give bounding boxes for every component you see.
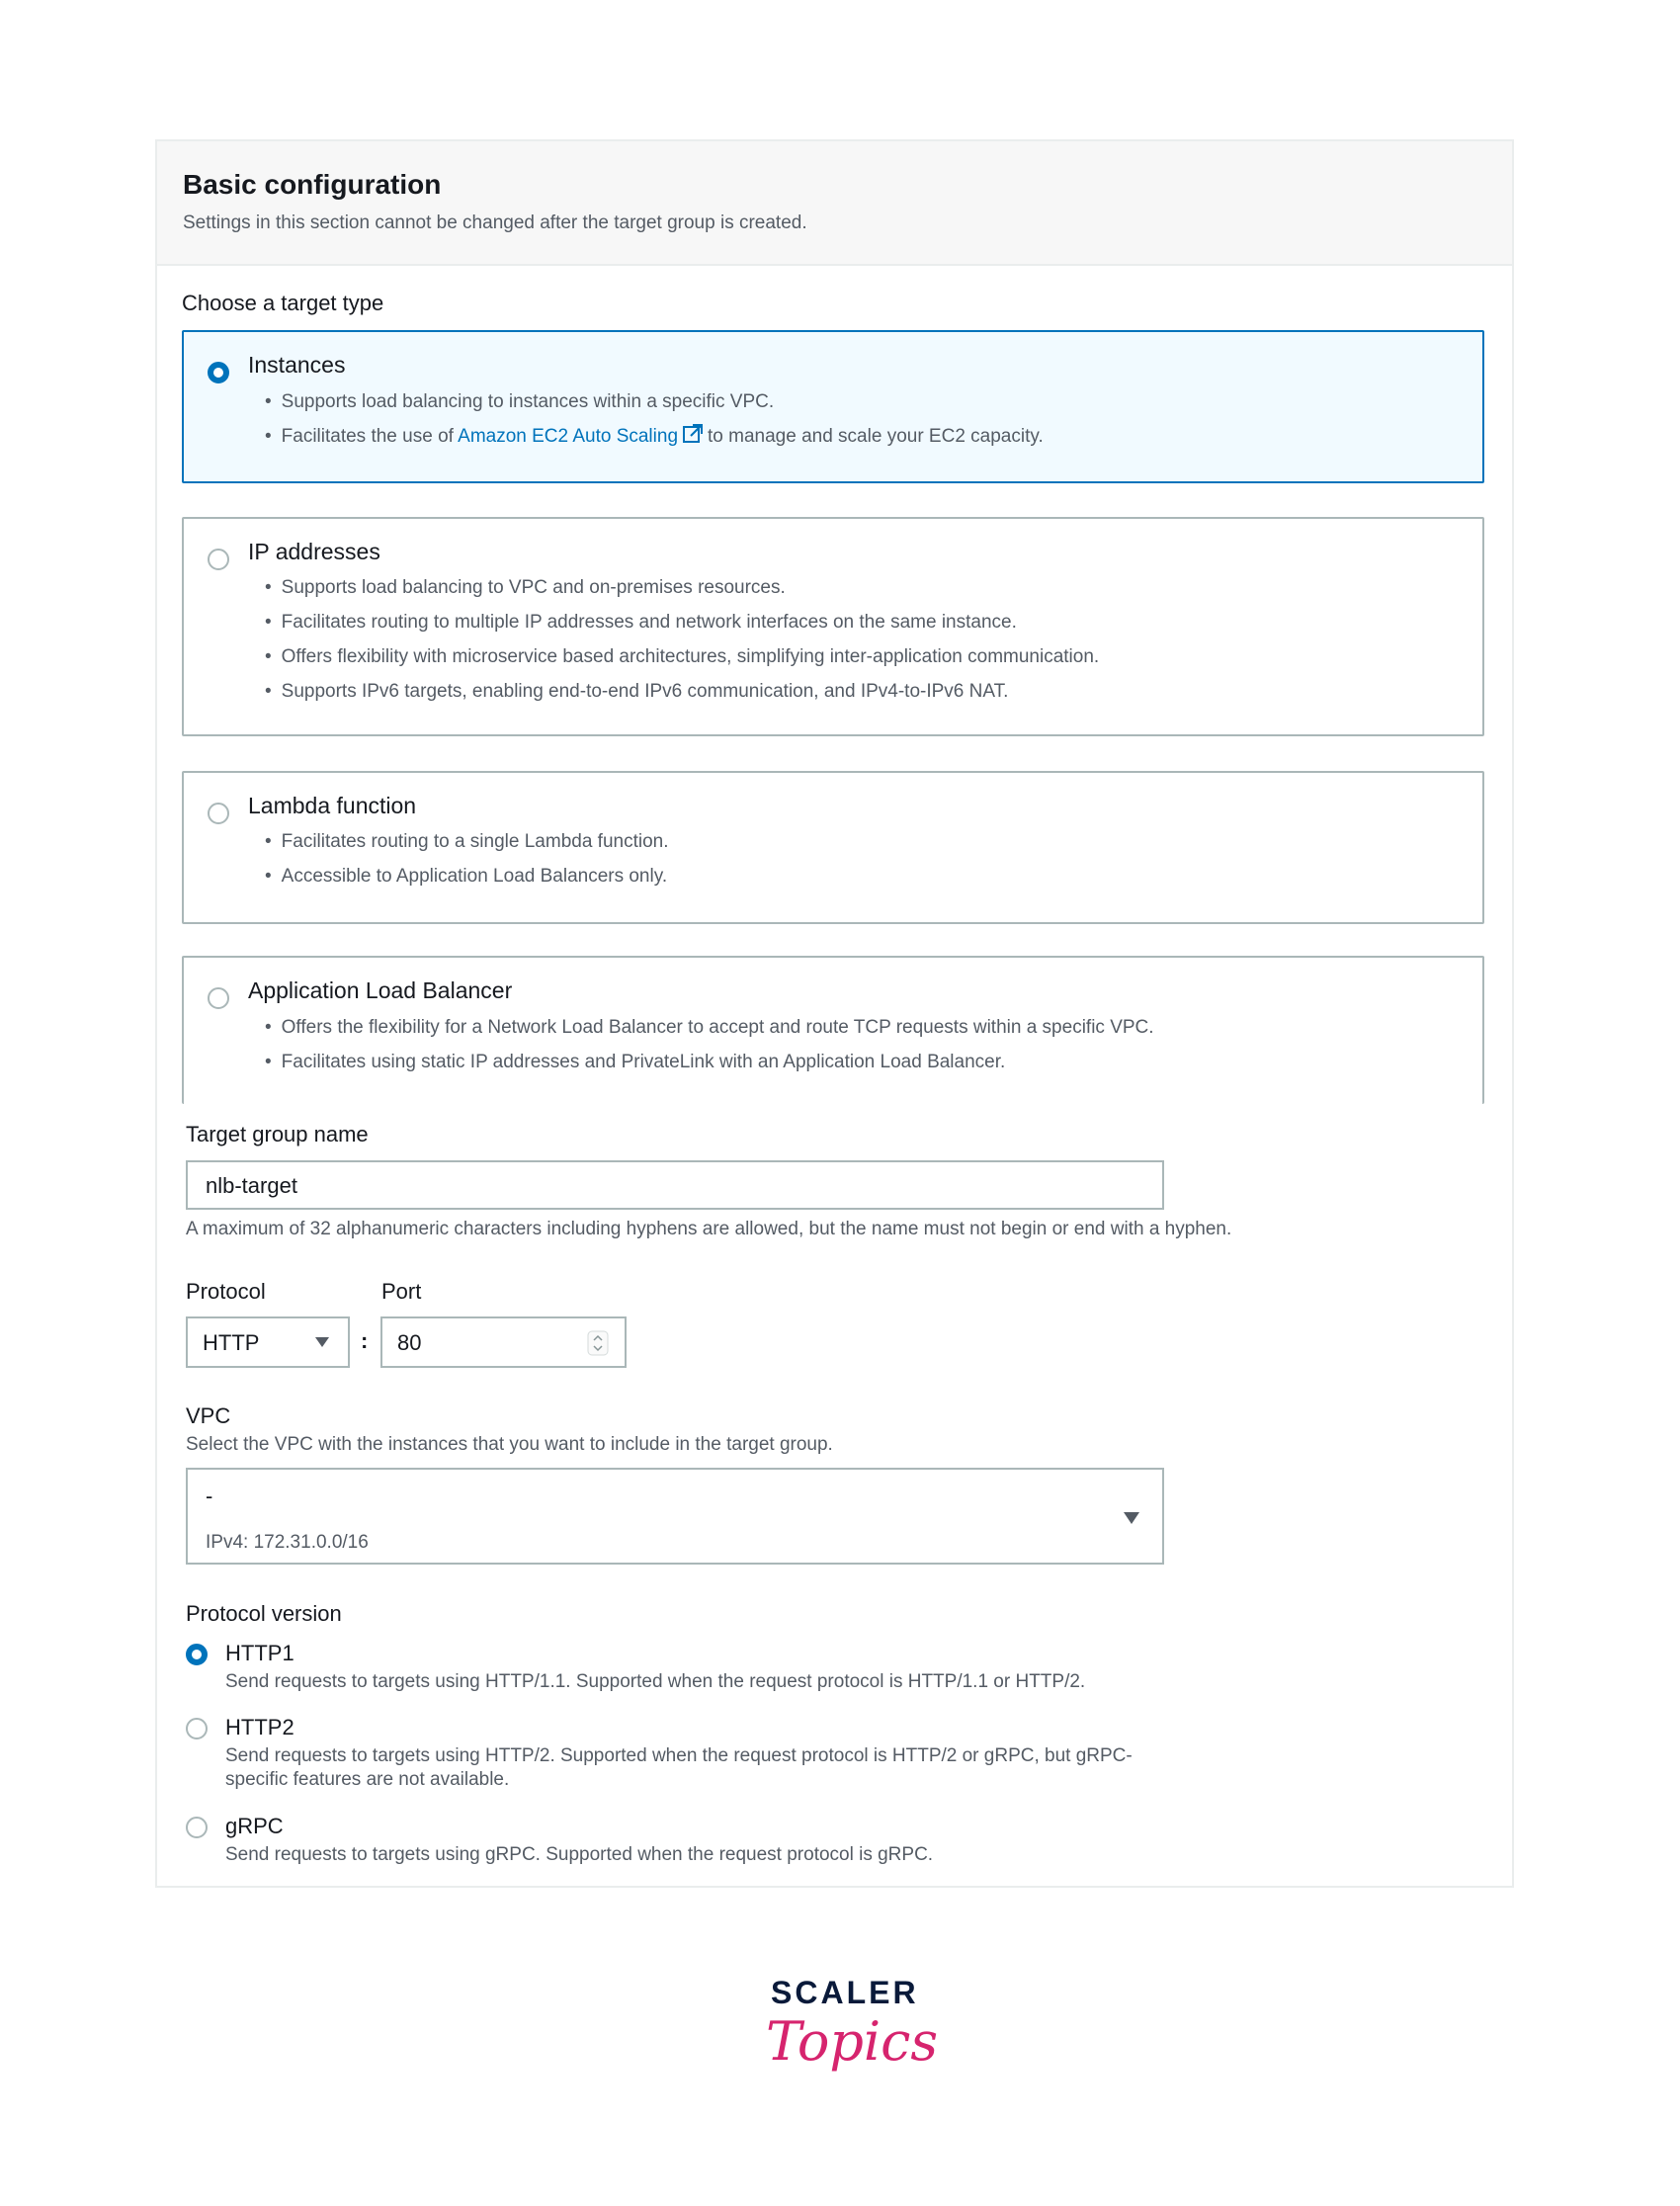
http2-desc: Send requests to targets using HTTP/2. Supported when the request protocol is HTTP/2 or gRPC, but gRPC-specific features are not available. <box>225 1745 1133 1790</box>
port-input[interactable] <box>380 1316 627 1368</box>
ip-addresses-bullet: • Supports load balancing to VPC and on-premises resources. <box>265 570 1099 605</box>
protocol-select[interactable] <box>186 1316 350 1368</box>
port-label: Port <box>381 1279 422 1304</box>
alb-bullet: • Offers the flexibility for a Network Load Balancer to accept and route TCP requests within a specific VPC. <box>265 1010 1154 1045</box>
panel-title: Basic configuration <box>183 169 442 200</box>
http1-desc: Send requests to targets using HTTP/1.1. Supported when the request protocol is HTTP/1.1 or HTTP/2. <box>225 1671 1086 1692</box>
caret-down-icon <box>314 1336 330 1348</box>
grpc-title: gRPC <box>225 1814 284 1838</box>
target-group-name-input[interactable] <box>186 1160 1164 1210</box>
target-type-lambda-tile[interactable] <box>182 771 1484 924</box>
target-group-name-help: A maximum of 32 alphanumeric characters including hyphens are allowed, but the name must not begin or end with a hyphen. <box>186 1219 1232 1239</box>
lambda-title: Lambda function <box>248 793 417 818</box>
stepper-icon[interactable] <box>587 1330 609 1356</box>
vpc-label: VPC <box>186 1403 231 1428</box>
lambda-radio[interactable] <box>208 803 229 824</box>
alb-title: Application Load Balancer <box>248 977 513 1003</box>
vpc-select[interactable] <box>186 1468 1164 1565</box>
ip-addresses-bullet: • Facilitates routing to multiple IP addresses and network interfaces on the same instance. <box>265 605 1099 639</box>
protocol-value: HTTP <box>203 1330 260 1355</box>
http2-radio[interactable] <box>186 1718 208 1739</box>
port-separator: : <box>361 1328 369 1353</box>
target-group-name-value: nlb-target <box>206 1173 297 1198</box>
alb-bullet: • Facilitates using static IP addresses and PrivateLink with an Application Load Balancer. <box>265 1045 1154 1079</box>
instances-title: Instances <box>248 352 346 378</box>
target-type-alb-tile[interactable] <box>182 956 1484 1104</box>
scaler-topics-logo <box>761 1967 939 2095</box>
panel-header <box>157 141 1512 266</box>
protocol-version-label: Protocol version <box>186 1601 342 1626</box>
grpc-desc: Send requests to targets using gRPC. Supported when the request protocol is gRPC. <box>225 1844 934 1865</box>
port-value: 80 <box>397 1330 422 1355</box>
instances-bullet: • Supports load balancing to instances within a specific VPC. <box>265 384 1044 419</box>
external-link-icon[interactable] <box>682 422 704 457</box>
target-type-ip-addresses-tile[interactable] <box>182 517 1484 736</box>
http2-title: HTTP2 <box>225 1715 294 1739</box>
ip-addresses-radio[interactable] <box>208 549 229 570</box>
lambda-bullet: • Accessible to Application Load Balancers only. <box>265 859 669 893</box>
ip-addresses-title: IP addresses <box>248 539 380 564</box>
bullet-suffix: to manage and scale your EC2 capacity. <box>708 426 1044 447</box>
ip-addresses-bullet: • Supports IPv6 targets, enabling end-to-end IPv6 communication, and IPv4-to-IPv6 NAT. <box>265 674 1099 709</box>
http1-radio[interactable] <box>186 1644 208 1665</box>
protocol-label: Protocol <box>186 1279 266 1304</box>
ip-addresses-bullet: • Offers flexibility with microservice based architectures, simplifying inter-application communication. <box>265 639 1099 674</box>
lambda-bullet: • Facilitates routing to a single Lambda function. <box>265 824 669 859</box>
logo-wordmark: SCALER <box>771 1975 919 2010</box>
caret-down-icon <box>1123 1511 1140 1525</box>
instances-bullet-link <box>265 419 1044 454</box>
logo-script: Topics <box>766 2010 939 2073</box>
ec2-auto-scaling-link[interactable]: Amazon EC2 Auto Scaling <box>458 426 679 447</box>
vpc-cidr: IPv4: 172.31.0.0/16 <box>206 1532 369 1553</box>
grpc-radio[interactable] <box>186 1817 208 1838</box>
target-type-instances-tile[interactable] <box>182 330 1484 483</box>
bullet-prefix: Facilitates the use of <box>281 426 454 447</box>
instances-radio[interactable] <box>208 362 229 383</box>
alb-radio[interactable] <box>208 987 229 1009</box>
panel-description: Settings in this section cannot be changed after the target group is created. <box>183 212 807 233</box>
http1-title: HTTP1 <box>225 1641 294 1665</box>
target-type-label: Choose a target type <box>182 291 384 315</box>
vpc-help: Select the VPC with the instances that you want to include in the target group. <box>186 1434 833 1455</box>
target-group-name-label: Target group name <box>186 1122 369 1146</box>
vpc-value: - <box>206 1484 213 1508</box>
